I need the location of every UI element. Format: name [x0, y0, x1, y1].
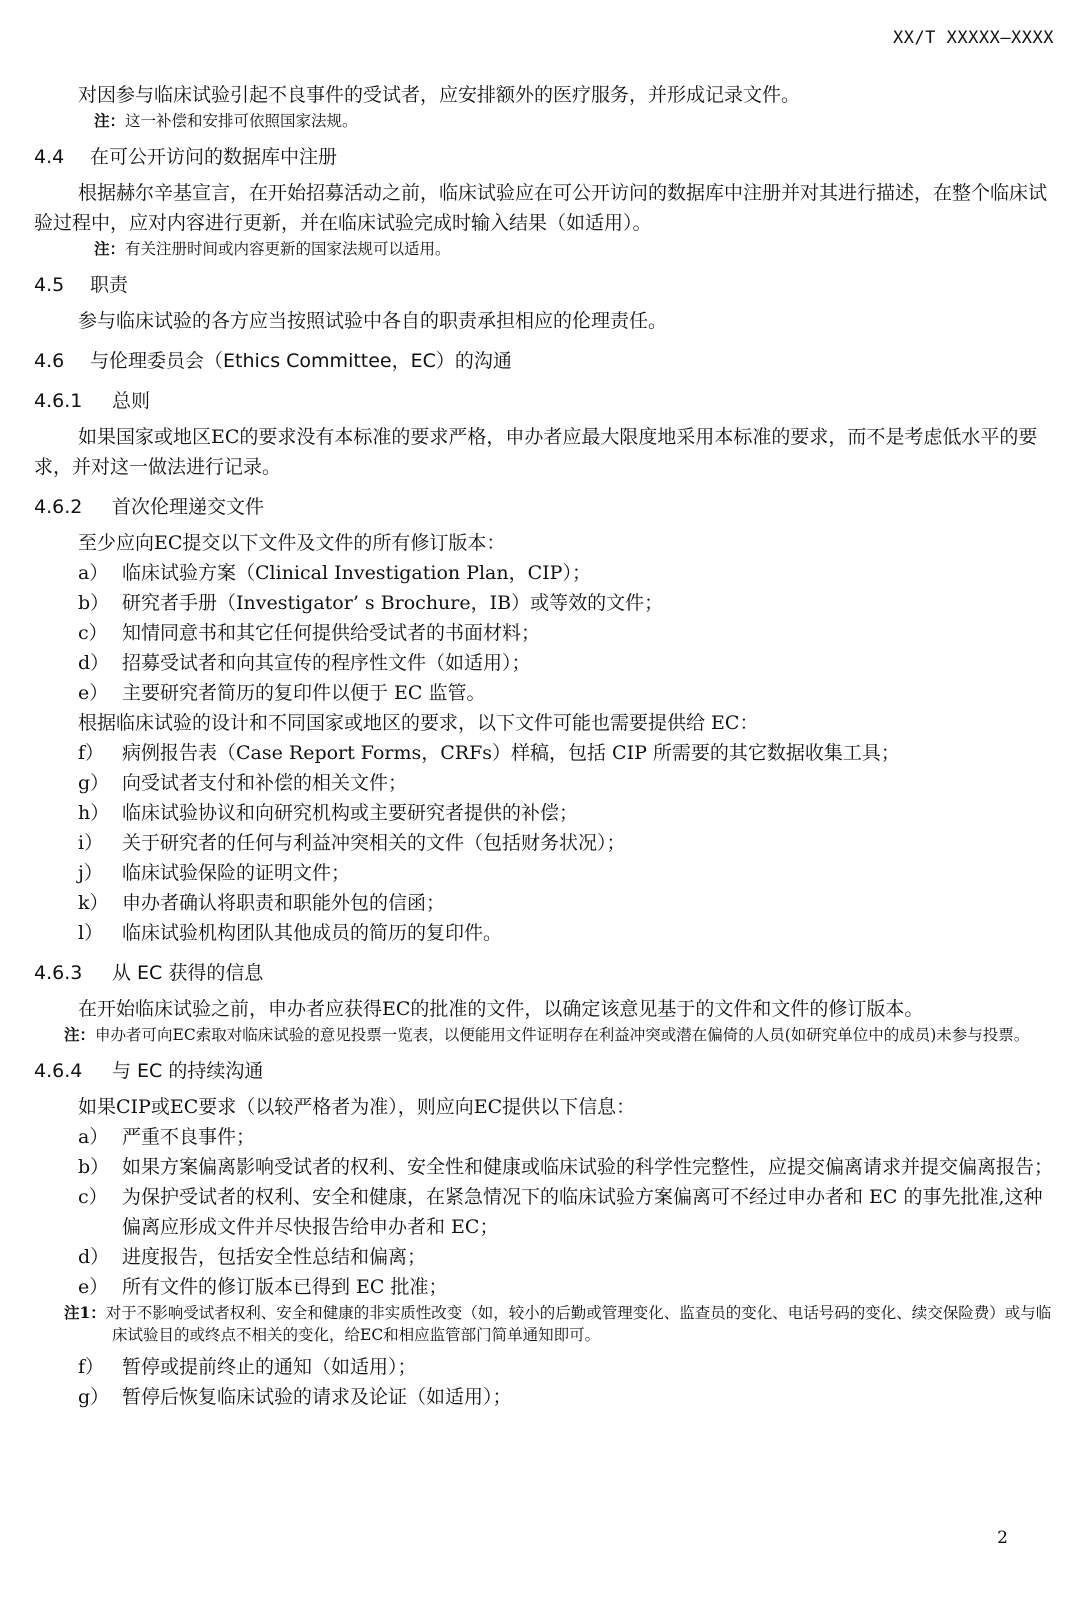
heading-4-6-3	[34, 958, 1054, 988]
note-intro	[34, 110, 1054, 132]
list-marker: b）	[78, 592, 110, 614]
heading-number: 4.4	[34, 146, 65, 168]
list-text: 进度报告，包括安全性总结和偏离；	[122, 1246, 427, 1268]
list-text: 申办者确认将职责和职能外包的信函；	[122, 892, 446, 914]
heading-4-5	[34, 270, 1054, 300]
document-id: XX/T XXXXX—XXXX	[892, 28, 1054, 48]
list-4-6-4-b	[34, 1352, 1054, 1412]
heading-number: 4.6.2	[34, 496, 83, 518]
heading-title: 与 EC 的持续沟通	[112, 1060, 264, 1082]
list-item	[34, 918, 1054, 948]
list-marker: g）	[78, 1386, 110, 1408]
note-label: 注：	[64, 1025, 96, 1044]
list-item	[34, 828, 1054, 858]
list-4-6-4-a	[34, 1122, 1054, 1302]
list-item	[34, 558, 1054, 588]
list-item	[34, 678, 1054, 708]
paragraph-4-5: 参与临床试验的各方应当按照试验中各自的职责承担相应的伦理责任。	[78, 310, 668, 332]
list-text: 严重不良事件；	[122, 1126, 256, 1148]
list-text: 招募受试者和向其宣传的程序性文件（如适用）；	[122, 652, 531, 674]
paragraph-intro: 对因参与临床试验引起不良事件的受试者，应安排额外的医疗服务，并形成记录文件。	[78, 84, 801, 106]
note-4-6-4	[34, 1302, 1054, 1346]
note-text: 这一补偿和安排可依照国家法规。	[125, 112, 358, 130]
paragraph-4-6-3: 在开始临床试验之前，申办者应获得EC的批准的文件，以确定该意见基于的文件和文件的修订版本。	[78, 998, 924, 1020]
list-4-6-2-b	[34, 738, 1054, 948]
list-text: 临床试验机构团队其他成员的简历的复印件。	[122, 922, 503, 944]
note-4-4	[34, 238, 1054, 260]
list-item	[34, 1352, 1054, 1382]
list-item	[34, 648, 1054, 678]
heading-4-6	[34, 346, 1054, 376]
list-text: 研究者手册（Investigator’ s Brochure，IB）或等效的文件；	[122, 592, 664, 614]
heading-4-6-1	[34, 386, 1054, 416]
note-label: 注1：	[64, 1303, 106, 1322]
list-marker: h）	[78, 802, 110, 824]
list-marker: e）	[78, 682, 109, 704]
list-marker: f）	[78, 1356, 105, 1378]
list-item	[34, 618, 1054, 648]
list-text: 临床试验协议和向研究机构或主要研究者提供的补偿；	[122, 802, 579, 824]
heading-number: 4.6.3	[34, 962, 83, 984]
list-item	[34, 1152, 1054, 1182]
note-4-6-3	[34, 1024, 1054, 1046]
list-marker: g）	[78, 772, 110, 794]
list-text: 临床试验保险的证明文件；	[122, 862, 351, 884]
paragraph-4-6-2-b: 根据临床试验的设计和不同国家或地区的要求，以下文件可能也需要提供给 EC：	[78, 712, 759, 734]
list-marker: a）	[78, 1126, 109, 1148]
list-marker: f）	[78, 742, 105, 764]
list-marker: c）	[78, 622, 108, 644]
list-item	[34, 1272, 1054, 1302]
list-text: 关于研究者的任何与利益冲突相关的文件（包括财务状况）；	[122, 832, 626, 854]
list-text: 病例报告表（Case Report Forms，CRFs）样稿，包括 CIP 所需要的其它数据收集工具；	[122, 742, 900, 764]
list-text: 暂停后恢复临床试验的请求及论证（如适用）；	[122, 1386, 512, 1408]
heading-4-6-2	[34, 492, 1054, 522]
heading-number: 4.5	[34, 274, 65, 296]
list-item	[34, 1122, 1054, 1152]
list-text: 暂停或提前终止的通知（如适用）；	[122, 1356, 417, 1378]
list-item	[34, 888, 1054, 918]
heading-number: 4.6.1	[34, 390, 83, 412]
list-text: 临床试验方案（Clinical Investigation Plan，CIP）；	[122, 562, 591, 584]
list-item	[34, 768, 1054, 798]
heading-title: 从 EC 获得的信息	[112, 962, 264, 984]
list-marker: d）	[78, 1246, 110, 1268]
paragraph-4-6-1: 如果国家或地区EC的要求没有本标准的要求严格，申办者应最大限度地采用本标准的要求，而不是考虑低水平的要求，并对这一做法进行记录。	[34, 426, 1038, 478]
list-item	[34, 738, 1054, 768]
list-marker: l）	[78, 922, 104, 944]
heading-number: 4.6	[34, 350, 65, 372]
note-text: 对于不影响受试者权利、安全和健康的非实质性改变（如，较小的后勤或管理变化、监查员的变化、电话号码的变化、续交保险费）或与临床试验目的或终点不相关的变化，给EC和相应监管部门简单通知即可。	[105, 1304, 1052, 1344]
note-text: 申办者可向EC索取对临床试验的意见投票一览表，以便能用文件证明存在利益冲突或潜在偏倚的人员(如研究单位中的成员)未参与投票。	[95, 1026, 1030, 1044]
list-item	[34, 798, 1054, 828]
list-text: 向受试者支付和补偿的相关文件；	[122, 772, 408, 794]
list-text: 主要研究者简历的复印件以便于 EC 监管。	[122, 682, 486, 704]
heading-title: 与伦理委员会（Ethics Committee，EC）的沟通	[90, 350, 512, 372]
paragraph-4-6-2-a: 至少应向EC提交以下文件及文件的所有修订版本：	[78, 532, 506, 554]
list-text: 知情同意书和其它任何提供给受试者的书面材料；	[122, 622, 541, 644]
heading-4-4	[34, 142, 1054, 172]
page-number: 2	[997, 1528, 1008, 1548]
list-item	[34, 588, 1054, 618]
heading-title: 首次伦理递交文件	[112, 496, 265, 518]
paragraph-4-6-4: 如果CIP或EC要求（以较严格者为准），则应向EC提供以下信息：	[78, 1096, 636, 1118]
list-marker: e）	[78, 1276, 109, 1298]
list-marker: a）	[78, 562, 109, 584]
list-item	[34, 1182, 1054, 1242]
list-marker: c）	[78, 1186, 108, 1208]
note-label: 注：	[94, 239, 126, 258]
list-text: 为保护受试者的权利、安全和健康，在紧急情况下的临床试验方案偏离可不经过申办者和 EC 的事先批准,这种偏离应形成文件并尽快报告给申办者和 EC；	[122, 1186, 1043, 1238]
heading-4-6-4	[34, 1056, 1054, 1086]
heading-title: 在可公开访问的数据库中注册	[90, 146, 338, 168]
list-marker: i）	[78, 832, 104, 854]
note-text: 有关注册时间或内容更新的国家法规可以适用。	[125, 240, 451, 258]
list-item	[34, 858, 1054, 888]
list-item	[34, 1242, 1054, 1272]
list-item	[34, 1382, 1054, 1412]
list-4-6-2-a	[34, 558, 1054, 708]
heading-title: 职责	[90, 274, 129, 296]
list-text: 如果方案偏离影响受试者的权利、安全性和健康或临床试验的科学性完整性，应提交偏离请求并提交偏离报告；	[122, 1156, 1054, 1178]
list-marker: b）	[78, 1156, 110, 1178]
heading-number: 4.6.4	[34, 1060, 83, 1082]
note-label: 注：	[94, 111, 126, 130]
list-marker: j）	[78, 862, 103, 884]
list-marker: d）	[78, 652, 110, 674]
document-body	[34, 80, 1054, 1412]
heading-title: 总则	[112, 390, 151, 412]
list-text: 所有文件的修订版本已得到 EC 批准；	[122, 1276, 448, 1298]
list-marker: k）	[78, 892, 109, 914]
paragraph-4-4: 根据赫尔辛基宣言，在开始招募活动之前，临床试验应在可公开访问的数据库中注册并对其进行描述，在整个临床试验过程中，应对内容进行更新，并在临床试验完成时输入结果（如适用）。	[34, 182, 1048, 234]
